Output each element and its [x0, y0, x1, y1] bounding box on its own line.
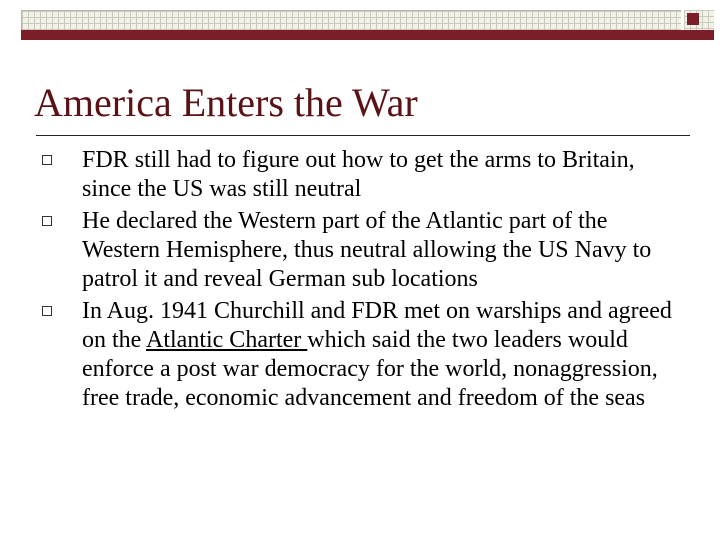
header-bar [21, 30, 714, 40]
hollow-square-bullet-icon [42, 306, 52, 316]
bullet-text-after: which said the two leaders would enforce a post war democracy for the world, nonaggression, free trade, economic advancement and freedom of the seas [82, 327, 658, 411]
hollow-square-bullet-icon [42, 216, 52, 226]
bullet-list [40, 146, 680, 416]
title-divider [36, 135, 690, 136]
atlantic-charter-term: Atlantic Charter [146, 327, 308, 353]
hollow-square-bullet-icon [42, 155, 52, 165]
bullet-text: He declared the Western part of the Atlantic part of the Western Hemisphere, thus neutral allowing the US Navy to patrol it and reveal German sub locations [82, 208, 652, 292]
bullet-text-before: In Aug. 1941 Churchill and FDR met on warships and agreed on the [82, 298, 672, 353]
bullet-item [40, 297, 680, 413]
header-decoration [21, 10, 714, 40]
bullet-item [40, 207, 680, 294]
slide-title: America Enters the War [34, 80, 418, 125]
bullet-text: FDR still had to figure out how to get the arms to Britain, since the US was still neutral [82, 147, 635, 202]
corner-square-icon [687, 13, 699, 25]
corner-decoration [684, 10, 714, 30]
header-pattern [21, 10, 681, 31]
bullet-item [40, 146, 680, 204]
